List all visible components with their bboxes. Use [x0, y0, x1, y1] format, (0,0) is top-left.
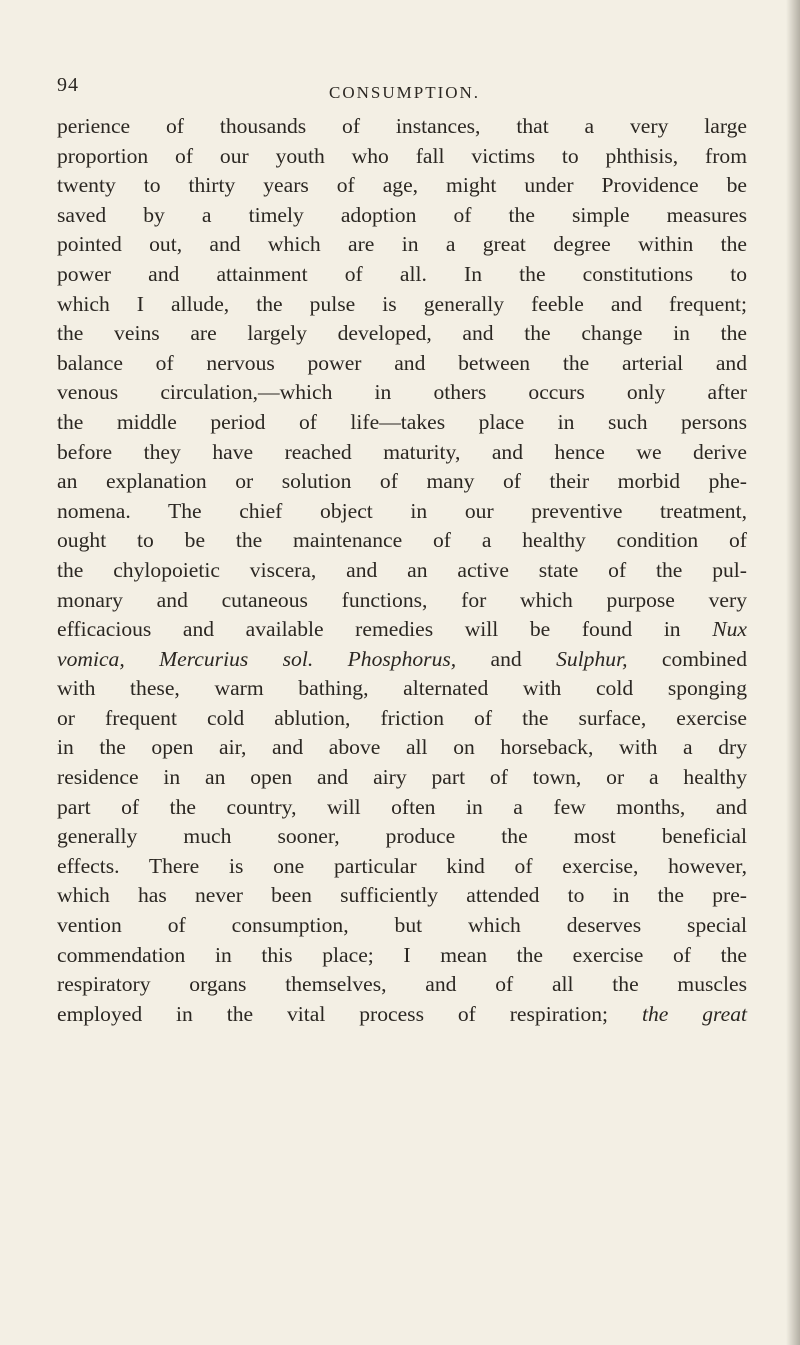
text-line: commendation in this place; I mean the exercise of the	[57, 942, 747, 967]
italic-term-nux: Nux	[712, 617, 747, 642]
text-line: which I allude, the pulse is generally feeble and frequent;	[57, 291, 747, 316]
text-line: power and attainment of all. In the constitutions to	[57, 261, 747, 286]
running-head	[57, 74, 747, 104]
text-line: the middle period of life—takes place in such persons	[57, 409, 747, 434]
text-line: which has never been sufficiently attended to in the pre-	[57, 883, 747, 908]
text-line: ought to be the maintenance of a healthy condition of	[57, 528, 747, 553]
text-segment: employed in the vital process of respiration;	[57, 1001, 609, 1026]
text-line: part of the country, will often in a few months, and	[57, 794, 747, 819]
text-line-with-italic	[57, 645, 747, 675]
text-line: generally much sooner, produce the most beneficial	[57, 824, 747, 849]
italic-phrase-the-great: the great	[641, 1001, 747, 1026]
text-line-with-italic	[57, 1000, 747, 1030]
text-line: pointed out, and which are in a great degree within the	[57, 232, 747, 257]
text-line: respiratory organs themselves, and of all the muscles	[57, 972, 747, 997]
body-text	[57, 112, 747, 1029]
page-number: 94	[57, 74, 79, 96]
text-line: in the open air, and above all on horseback, with a dry	[57, 735, 747, 760]
running-title: CONSUMPTION.	[329, 83, 481, 102]
italic-term-sulphur: Sulphur,	[556, 646, 628, 671]
text-line: perience of thousands of instances, that a very large	[57, 114, 747, 138]
text-line: nomena. The chief object in our preventive treatment,	[57, 498, 747, 523]
text-line: or frequent cold ablution, friction of the surface, exercise	[57, 705, 747, 730]
text-line: vention of consumption, but which deserves special	[57, 913, 747, 938]
text-line: residence in an open and airy part of town, or a healthy	[57, 765, 747, 790]
text-line: proportion of our youth who fall victims to phthisis, from	[57, 143, 747, 168]
text-line-with-italic	[57, 615, 747, 645]
text-line: venous circulation,—which in others occurs only after	[57, 380, 747, 405]
italic-term-vomica: vomica,	[57, 646, 125, 671]
italic-term-phosphorus: Phosphorus,	[347, 646, 457, 671]
text-line: before they have reached maturity, and hence we derive	[57, 439, 747, 464]
text-segment: combined	[661, 646, 748, 671]
text-line: the veins are largely developed, and the change in the	[57, 321, 747, 346]
text-line: monary and cutaneous functions, for which purpose very	[57, 587, 747, 612]
italic-term-mercurius: Mercurius sol.	[159, 646, 314, 671]
text-line: effects. There is one particular kind of exercise, however,	[57, 853, 747, 878]
text-segment: efficacious and available remedies will be found in	[57, 617, 681, 642]
text-line: with these, warm bathing, alternated with cold sponging	[57, 676, 747, 701]
text-line: twenty to thirty years of age, might under Providence be	[57, 173, 747, 198]
text-segment: and	[490, 646, 522, 671]
text-line: the chylopoietic viscera, and an active state of the pul-	[57, 557, 747, 582]
text-line: saved by a timely adoption of the simple measures	[57, 202, 747, 227]
text-line: balance of nervous power and between the arterial and	[57, 350, 747, 375]
page-edge-shadow	[786, 0, 800, 1345]
text-line: an explanation or solution of many of their morbid phe-	[57, 469, 747, 494]
